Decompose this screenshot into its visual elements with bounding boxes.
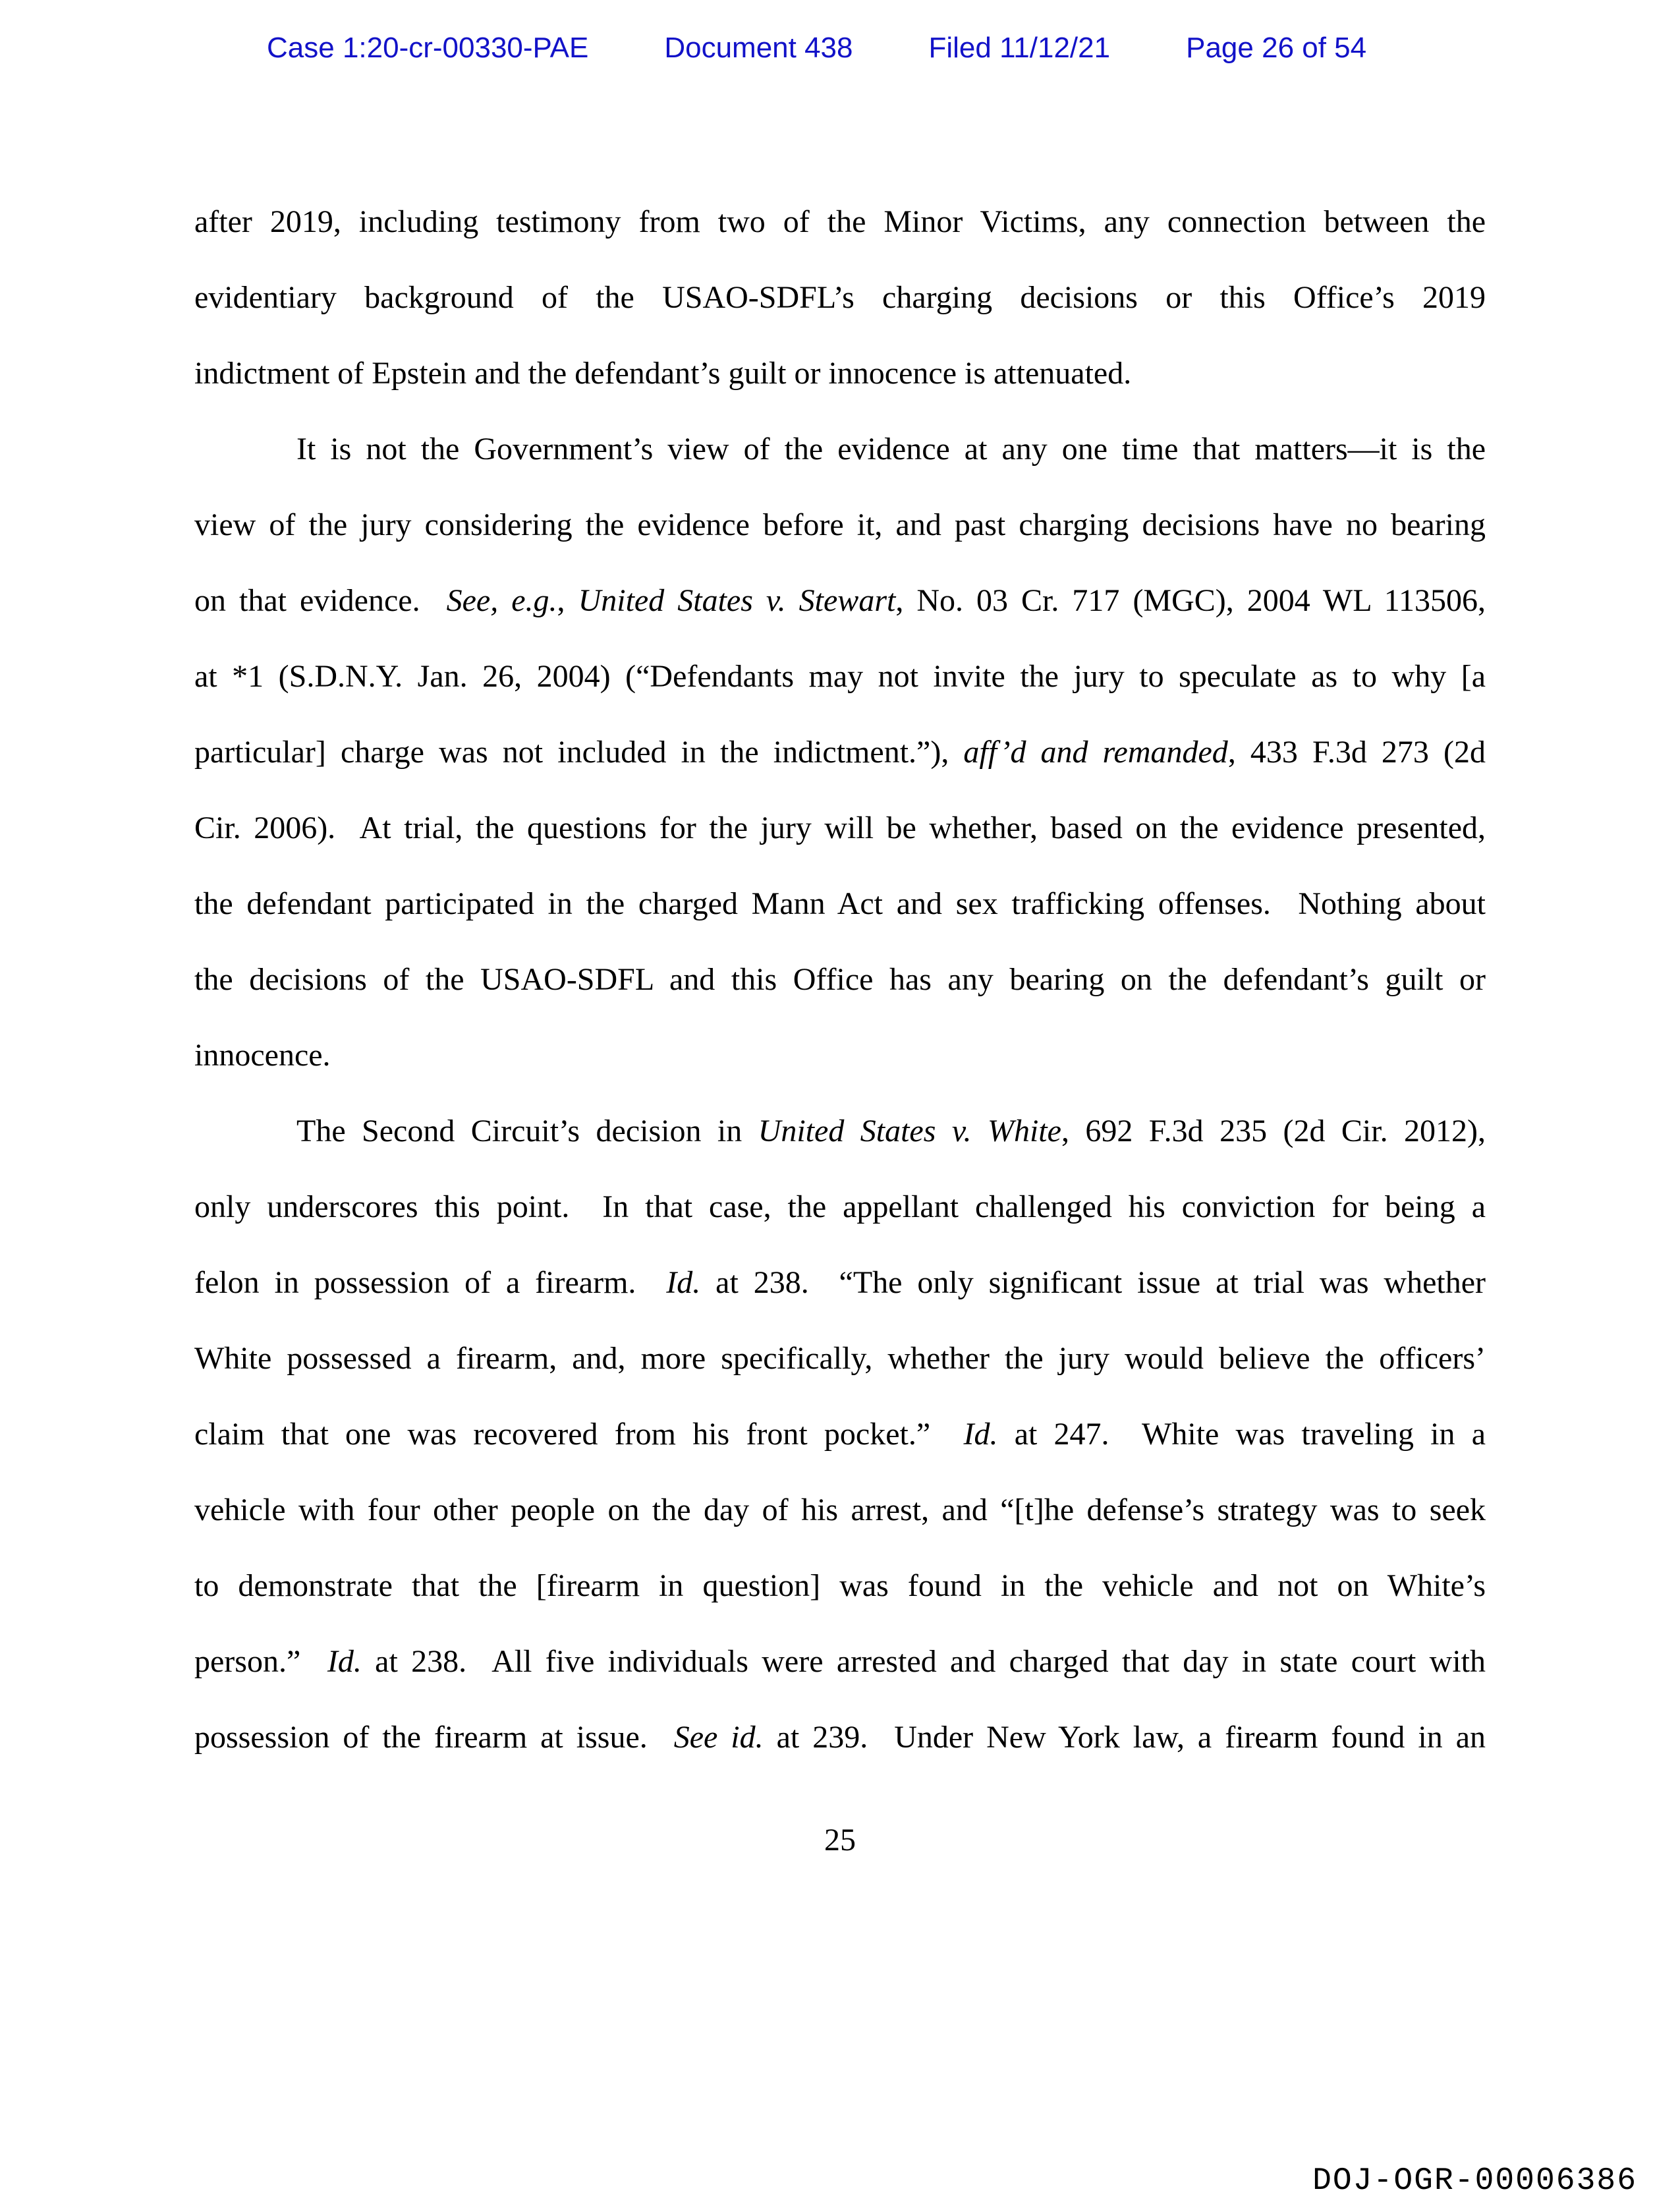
text-segment: See id. bbox=[673, 1720, 764, 1755]
body-line bbox=[194, 866, 1486, 942]
text-segment: the decisions of the USAO-SDFL and this Office has any bearing on the defendant’s guilt or bbox=[194, 962, 1486, 997]
ecf-header-case-number: Case 1:20-cr-00330-PAE bbox=[267, 32, 589, 64]
text-segment: , 692 F.3d 235 (2d Cir. 2012), bbox=[1061, 1114, 1486, 1149]
body-line bbox=[194, 335, 1486, 411]
text-segment: It is not the Government’s view of the evidence at any one time that matters—it is the bbox=[296, 432, 1486, 467]
body-line bbox=[194, 1093, 1486, 1169]
text-segment: , No. 03 Cr. 717 (MGC), 2004 WL 113506, bbox=[895, 583, 1486, 618]
text-segment: only underscores this point. In that case, the appellant challenged his conviction for being a bbox=[194, 1189, 1486, 1224]
text-segment: the defendant participated in the charged Mann Act and sex trafficking offenses. Nothing about bbox=[194, 886, 1486, 921]
text-segment: United States v. White bbox=[758, 1114, 1061, 1149]
text-segment: after 2019, including testimony from two of the Minor Victims, any connection between the bbox=[194, 204, 1486, 239]
text-segment: , bbox=[557, 583, 578, 618]
text-segment: Id. bbox=[666, 1265, 701, 1300]
body-line bbox=[194, 1320, 1486, 1396]
ecf-header-filed-date: Filed 11/12/21 bbox=[928, 32, 1111, 64]
text-segment: innocence. bbox=[194, 1038, 331, 1073]
text-segment: , 433 F.3d 273 (2d bbox=[1227, 735, 1486, 770]
body-line bbox=[194, 1245, 1486, 1320]
text-segment: at 247. White was traveling in a bbox=[997, 1417, 1486, 1452]
text-segment: Id. bbox=[963, 1417, 998, 1452]
text-segment: to demonstrate that the [firearm in question] was found in the vehicle and not on White’s bbox=[194, 1568, 1486, 1603]
body-line bbox=[194, 1017, 1486, 1093]
text-segment: at 238. “The only significant issue at trial was whether bbox=[700, 1265, 1486, 1300]
text-segment: at 238. All five individuals were arrested and charged that day in state court with bbox=[361, 1644, 1486, 1679]
body-line bbox=[194, 1396, 1486, 1472]
text-segment: person.” bbox=[194, 1644, 327, 1679]
body-line bbox=[194, 1472, 1486, 1548]
body-paragraph bbox=[194, 184, 1486, 411]
body-line bbox=[194, 563, 1486, 638]
body-line bbox=[194, 1624, 1486, 1699]
text-segment: evidentiary background of the USAO-SDFL’s charging decisions or this Office’s 2019 bbox=[194, 280, 1486, 315]
text-segment: felon in possession of a firearm. bbox=[194, 1265, 667, 1300]
body-line bbox=[194, 184, 1486, 260]
bates-stamp: DOJ-OGR-00006386 bbox=[1312, 2163, 1637, 2199]
text-segment: on that evidence. bbox=[194, 583, 447, 618]
body-line bbox=[194, 260, 1486, 335]
text-segment: at 239. Under New York law, a firearm found in an bbox=[763, 1720, 1486, 1755]
ecf-header-page-count: Page 26 of 54 bbox=[1186, 32, 1367, 64]
text-segment: claim that one was recovered from his front pocket.” bbox=[194, 1417, 964, 1452]
body-paragraph bbox=[194, 411, 1486, 1093]
body-line bbox=[194, 1548, 1486, 1624]
text-segment: indictment of Epstein and the defendant’s guilt or innocence is attenuated. bbox=[194, 356, 1132, 391]
body-line bbox=[194, 411, 1486, 487]
text-segment: view of the jury considering the evidence before it, and past charging decisions have no bearing bbox=[194, 507, 1486, 542]
text-segment: possession of the firearm at issue. bbox=[194, 1720, 674, 1755]
body-paragraph bbox=[194, 1093, 1486, 1775]
text-segment: vehicle with four other people on the day of his arrest, and “[t]he defense’s strategy was to seek bbox=[194, 1492, 1486, 1527]
body-line bbox=[194, 638, 1486, 714]
text-segment: aff’d and remanded bbox=[963, 735, 1228, 770]
body-line bbox=[194, 1169, 1486, 1245]
body-line bbox=[194, 487, 1486, 563]
text-segment: See, e.g. bbox=[446, 583, 557, 618]
text-segment: United States v. Stewart bbox=[578, 583, 896, 618]
page-number: 25 bbox=[824, 1823, 856, 1858]
body-line bbox=[194, 790, 1486, 866]
text-segment: at *1 (S.D.N.Y. Jan. 26, 2004) (“Defendants may not invite the jury to speculate as to why [a bbox=[194, 659, 1486, 694]
text-segment: particular] charge was not included in the indictment.”), bbox=[194, 735, 964, 770]
text-segment: Id. bbox=[327, 1644, 362, 1679]
text-segment: White possessed a firearm, and, more specifically, whether the jury would believe the officers’ bbox=[194, 1341, 1486, 1376]
body-line bbox=[194, 1699, 1486, 1775]
ecf-header bbox=[267, 32, 1366, 65]
ecf-header-document-number: Document 438 bbox=[664, 32, 853, 64]
text-segment: The Second Circuit’s decision in bbox=[296, 1114, 758, 1149]
document-body bbox=[194, 184, 1486, 1775]
body-line bbox=[194, 714, 1486, 790]
text-segment: Cir. 2006). At trial, the questions for the jury will be whether, based on the evidence presented, bbox=[194, 810, 1486, 845]
body-line bbox=[194, 942, 1486, 1017]
